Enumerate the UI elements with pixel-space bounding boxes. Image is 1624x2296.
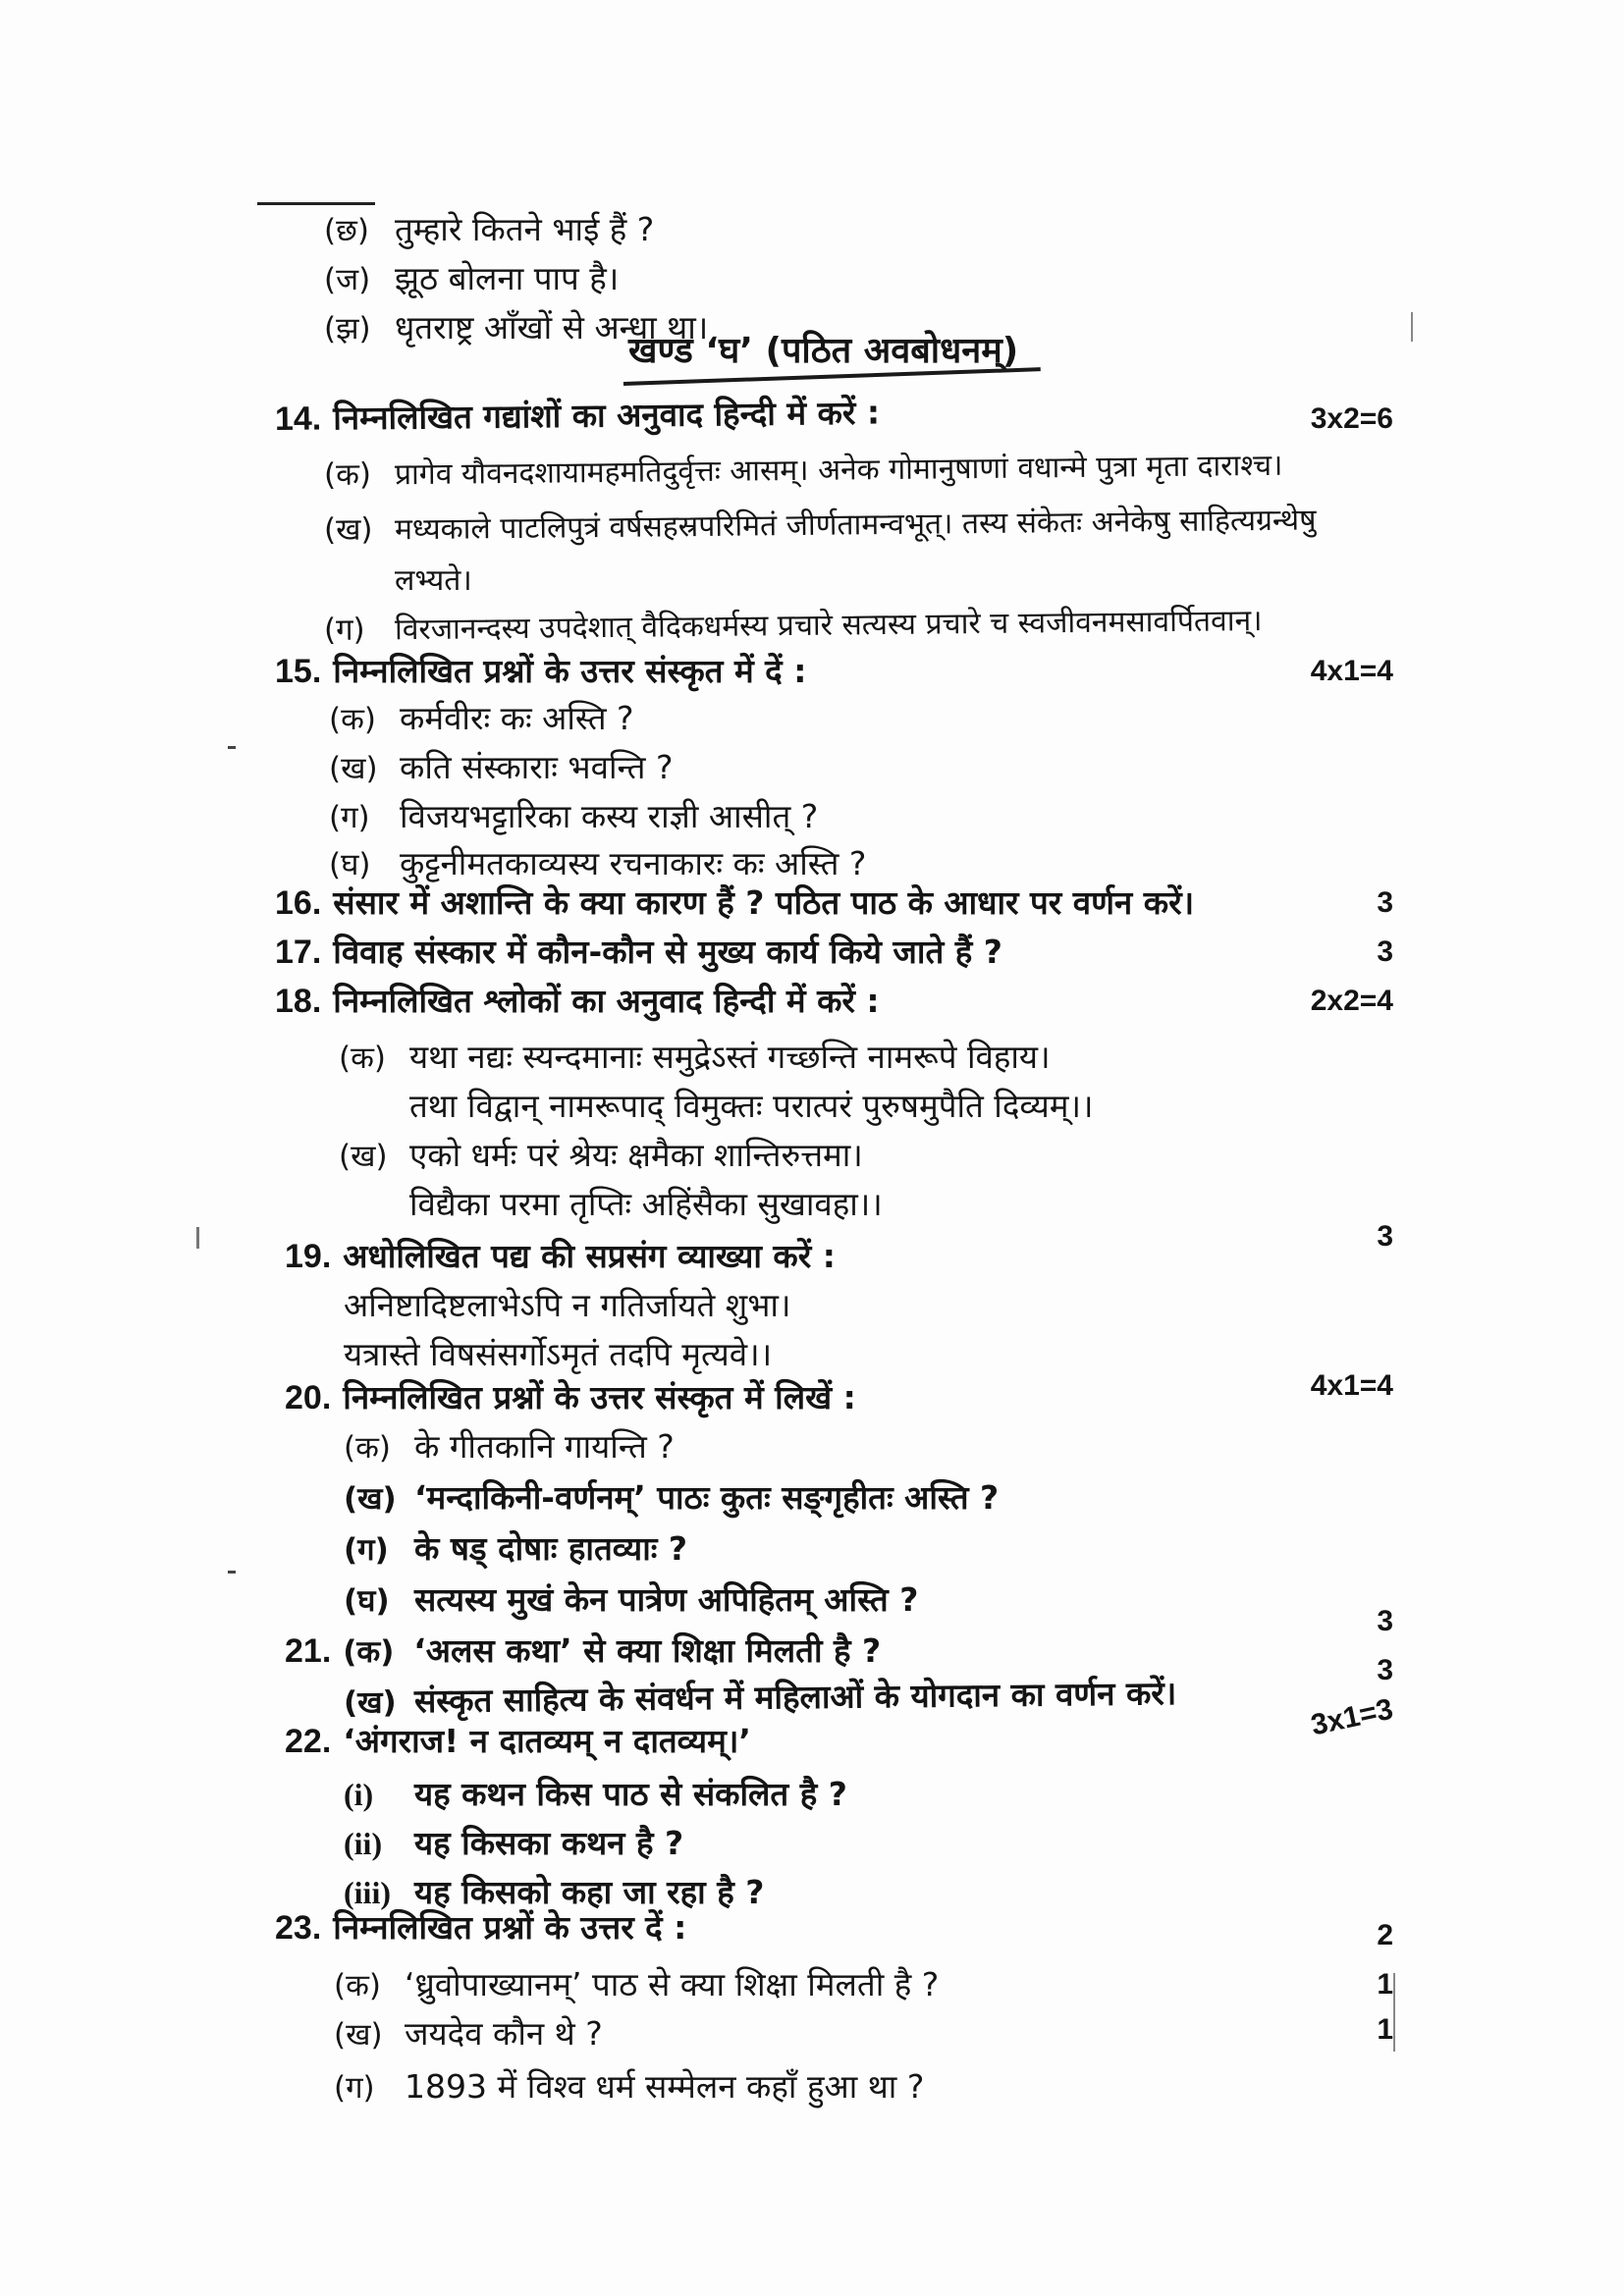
marks-23-ka: 1 (1377, 1968, 1393, 2001)
item-label: (ii) (344, 1826, 383, 1861)
item-label: (ग) (329, 800, 370, 835)
item-label: (ग) (334, 2070, 375, 2106)
question-text: ‘अंगराज! न दातव्यम् न दातव्यम्।’ (343, 1722, 751, 1760)
item-label: (क) (334, 1968, 381, 2003)
question-number: 15. (275, 653, 322, 690)
item-text: यह कथन किस पाठ से संकलित है ? (414, 1775, 847, 1813)
question-text: निम्नलिखित प्रश्नों के उत्तर संस्कृत में लिखें : (343, 1378, 856, 1416)
item-text: विरजानन्दस्य उपदेशात् वैदिकधर्मस्य प्रचारे सत्यस्य प्रचारे च स्वजीवनमसावर्पितवान्। (394, 603, 1263, 648)
question-number: 17. (275, 934, 322, 971)
item-label: (क) (323, 456, 372, 493)
item-text: के षड् दोषाः हातव्याः ? (414, 1529, 688, 1568)
item-label: (ख) (343, 1684, 397, 1721)
scan-speck (228, 746, 236, 749)
item-label: (ज) (324, 262, 371, 297)
marks-18: 2x2=4 (1310, 985, 1393, 1017)
item-text: कुट्टनीमतकाव्यस्य रचनाकारः कः अस्ति ? (400, 844, 867, 882)
item-label: (छ) (324, 213, 369, 248)
question-18 (275, 980, 880, 1023)
marks-21-ka: 3 (1377, 1605, 1393, 1637)
item-label: (क) (343, 1634, 395, 1670)
item-label: (घ) (329, 847, 371, 882)
question-text: निम्नलिखित श्लोकों का अनुवाद हिन्दी में करें : (333, 982, 880, 1020)
item-text: कति संस्काराः भवन्ति ? (400, 748, 674, 786)
q18-item-kha (339, 1134, 863, 1178)
q23-item-ga (334, 2065, 924, 2109)
question-15 (275, 650, 806, 693)
q18-item-ka-line2: तथा विद्वान् नामरूपाद् विमुक्तः परात्परं पुरुषमुपैति दिव्यम्।। (409, 1087, 1094, 1125)
scan-margin-line (1393, 1973, 1395, 2052)
q20-item-gha (344, 1578, 918, 1623)
item-label: (क) (344, 1430, 391, 1466)
carryover-item-ja (324, 257, 619, 301)
question-20 (285, 1376, 856, 1419)
item-text: यथा नद्यः स्यन्दमानाः समुद्रेऽस्तं गच्छन्ति नामरूपे विहाय। (409, 1038, 1051, 1076)
item-text: प्रागेव यौवनदशायामहमतिदुर्वृत्तः आसम्। अनेक गोमानुषाणां वधान्मे पुत्रा मृता दाराश्च। (394, 448, 1283, 493)
item-label: (iii) (344, 1875, 391, 1910)
item-label: (झ) (324, 311, 371, 347)
marks-23: 2 (1377, 1919, 1393, 1951)
item-label: (ग) (323, 612, 365, 648)
marks-22: 3x1=3 (1308, 1692, 1396, 1742)
q22-item-i (344, 1773, 847, 1816)
item-text: यह किसका कथन है ? (414, 1824, 684, 1862)
q18-item-kha-line2: विद्यैका परमा तृप्तिः अहिंसैका सुखावहा।। (409, 1185, 883, 1223)
item-text: 1893 में विश्व धर्म सम्मेलन कहाँ हुआ था ? (405, 2067, 925, 2106)
question-number: 14. (274, 400, 322, 438)
question-number: 20. (285, 1379, 332, 1416)
q15-item-ga (329, 795, 818, 839)
marks-21-kha: 3 (1377, 1654, 1393, 1686)
item-label: (क) (339, 1041, 386, 1076)
item-text: ‘अलस कथा’ से क्या शिक्षा मिलती है ? (413, 1631, 882, 1670)
marks-15: 4x1=4 (1310, 655, 1393, 687)
item-text: झूठ बोलना पाप है। (395, 259, 620, 297)
q15-item-ka (329, 697, 634, 741)
question-text: निम्नलिखित प्रश्नों के उत्तर दें : (333, 1908, 687, 1947)
question-text: संसार में अशान्ति के क्या कारण हैं ? पठित पाठ के आधार पर वर्णन करें। (333, 883, 1195, 922)
item-text: यह किसको कहा जा रहा है ? (414, 1873, 765, 1911)
item-text: के गीतकानि गायन्ति ? (414, 1427, 675, 1466)
q23-item-ka (334, 1963, 939, 2007)
item-text: ‘मन्दाकिनी-वर्णनम्’ पाठः कुतः सङ्गृहीतः अस्ति ? (414, 1478, 1000, 1517)
q20-item-kha (344, 1476, 999, 1521)
item-label: (क) (329, 702, 376, 737)
item-text: संस्कृत साहित्य के संवर्धन में महिलाओं के योगदान का वर्णन करें। (413, 1674, 1177, 1721)
question-16 (275, 881, 1194, 925)
carryover-item-chha (324, 208, 654, 252)
question-number: 21. (285, 1632, 332, 1670)
q15-item-kha (329, 746, 674, 790)
q21-item-kha (344, 1672, 1177, 1725)
q19-verse-line-1: अनिष्टादिष्टलाभेऽपि न गतिर्जायते शुभा। (344, 1286, 791, 1324)
marks-19: 3 (1377, 1220, 1393, 1253)
item-label: (ख) (329, 751, 378, 786)
item-text: ‘ध्रुवोपाख्यानम्’ पाठ से क्या शिक्षा मिलती है ? (405, 1965, 940, 2003)
item-label: (i) (344, 1777, 374, 1812)
question-number: 23. (275, 1909, 322, 1947)
q18-item-ka (339, 1036, 1051, 1080)
question-text: निम्नलिखित प्रश्नों के उत्तर संस्कृत में दें : (333, 652, 807, 690)
q14-item-kha-continuation: लभ्यते। (395, 563, 472, 598)
marks-14: 3x2=6 (1310, 402, 1393, 435)
question-number: 22. (285, 1723, 332, 1760)
item-text: मध्यकाले पाटलिपुत्रं वर्षसहस्रपरिमितं जीर्णतामन्वभूत्। तस्य संकेतः अनेकेषु साहित्यग्रन्थेषु (394, 503, 1317, 548)
item-label: (ख) (323, 511, 373, 548)
scan-speck (228, 1571, 236, 1574)
question-21 (285, 1629, 881, 1674)
item-label: (ख) (334, 2017, 383, 2053)
question-text: निम्नलिखित गद्यांशों का अनुवाद हिन्दी में करें : (333, 393, 881, 438)
item-label: (ख) (344, 1481, 397, 1517)
q23-item-kha (334, 2012, 603, 2056)
question-17 (275, 931, 1002, 974)
q20-item-ka (344, 1425, 675, 1469)
q14-item-kha (324, 498, 1317, 553)
q22-item-ii (344, 1822, 683, 1865)
top-rule-divider (257, 202, 375, 205)
scan-speck (196, 1227, 199, 1249)
marks-16: 3 (1377, 886, 1393, 919)
item-text: तुम्हारे कितने भाई हैं ? (395, 210, 655, 248)
item-label: (घ) (344, 1583, 390, 1619)
marks-17: 3 (1377, 935, 1393, 968)
question-number: 19. (285, 1238, 332, 1275)
question-text: अधोलिखित पद्य की सप्रसंग व्याख्या करें : (343, 1237, 836, 1275)
question-14 (275, 392, 881, 441)
question-19 (285, 1235, 836, 1278)
question-text: विवाह संस्कार में कौन-कौन से मुख्य कार्य किये जाते हैं ? (333, 933, 1002, 971)
q14-item-ka (324, 444, 1283, 498)
item-text: एको धर्मः परं श्रेयः क्षमैका शान्तिरुत्तमा। (409, 1136, 863, 1174)
scan-margin-line (1411, 312, 1413, 342)
marks-20: 4x1=4 (1310, 1369, 1393, 1402)
item-label: (ख) (339, 1139, 388, 1174)
q20-item-ga (344, 1527, 687, 1572)
q14-item-ga (324, 599, 1263, 653)
item-text: कर्मवीरः कः अस्ति ? (400, 699, 634, 737)
item-label: (ग) (344, 1532, 389, 1568)
question-22 (285, 1720, 751, 1763)
question-number: 16. (275, 884, 322, 922)
q15-item-gha (329, 842, 866, 886)
question-number: 18. (275, 983, 322, 1020)
item-text: धृतराष्ट्र आँखों से अन्धा था। (395, 308, 709, 347)
item-text: जयदेव कौन थे ? (405, 2014, 603, 2053)
q19-verse-line-2: यत्रास्ते विषसंसर्गोऽमृतं तदपि मृत्यवे।। (344, 1335, 773, 1373)
item-text: सत्यस्य मुखं केन पात्रेण अपिहितम् अस्ति ? (414, 1580, 919, 1619)
marks-23-kha: 1 (1377, 2013, 1393, 2046)
item-text: विजयभट्टारिका कस्य राज्ञी आसीत् ? (400, 797, 819, 835)
question-23 (275, 1906, 686, 1949)
section-heading: खण्ड ‘घ’ (पठित अवबोधनम्) (628, 331, 1019, 371)
